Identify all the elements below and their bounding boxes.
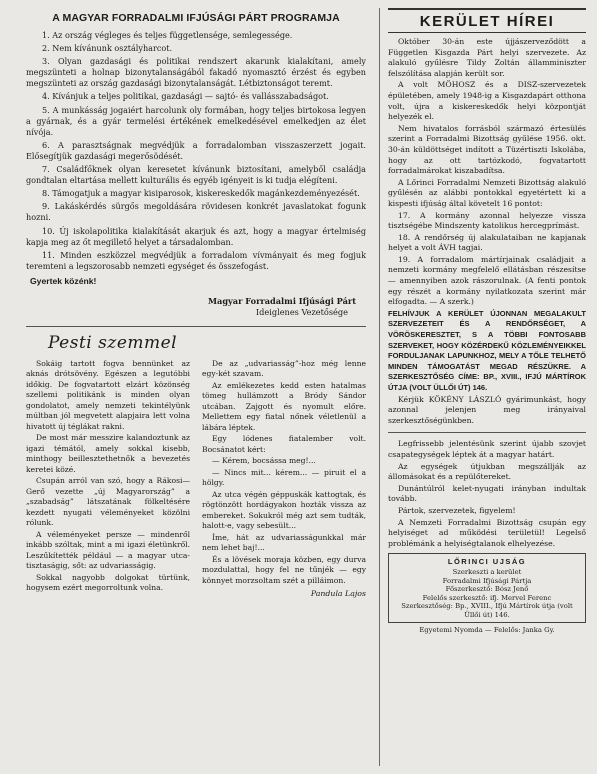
pesti-paragraph: És a lövések moraja közben, egy durva mozdulattal, hogy fel ne tűnjék — egy könnyet morzsoltam szét a pilláimon. [202,554,366,585]
program-title: A MAGYAR FORRADALMI IFJÚSÁGI PÁRT PROGRAMJA [52,12,340,24]
program-item: 9. Lakáskérdés sürgős megoldására rövidesen konkrét javaslatokat fogunk hozni. [26,201,366,223]
pesti-paragraph: Egy lódenes fiatalember volt. Bocsánatot kért: [202,434,366,454]
news-paragraph: A volt MÖHOSZ és a DISZ-szervezetek épületében, amely 1948-ig a Kisgazdapárt otthona volt, újra a kiskereskedők helyi központját helyezék el. [388,80,586,122]
program-item: 4. Kívánjuk a teljes politikai, gazdasági — sajtó- és vallásszabadságot. [42,91,329,102]
program-closing: Gyertek közénk! [30,275,97,286]
pesti-paragraph: De az „udvariasság”-hoz még lenne egy-két szavam. [202,358,366,379]
program-item: 5. A munkásság jogaiért harcolunk oly formában, hogy teljes birtokosa legyen a gyárnak, és a gyár termelési értékének emelkedésével emelkedjen az élet nívója. [26,104,366,137]
program-item: 3. Olyan gazdasági és politikai rendszert akarunk kialakítani, amely megszünteti a holnap bizonytalanságából fakadó nyomasztó érzést és egyben megszünteti az ország gazdasági bizonytalanságát. Létbiztonságot teremt. [26,56,366,89]
news-paragraph: 17. A kormány azonnal helyezze vissza tisztségébe Mindszenty katolikus hercegprímást. [388,210,586,231]
news-paragraph: Október 30-án este újjászerveződött a Független Kisgazda Párt helyi szervezete. Az alakuló gyűlésre Tildy Zoltán államminiszter felszólítása alapján került sor. [388,37,586,78]
pesti-paragraph: Sokáig tartott fogva bennünket az aknás drótsövény. Egészen a legutóbbi időkig. De fogvatartott elzárt közönség szellemi politikánk is minden olyan gondolatot, amely nemzeti tekintélyünk múltban jól megvetett alapjaira lett volna hivatott új téglákat rakni. [26,358,190,431]
imprint-line: Főszerkesztő: Bósz Jenő [445,585,529,594]
left-column [26,8,366,598]
imprint-line: Szerkesztőség: Bp., XVIII., Ifjú Mártírok útja (volt Üllői út) 146. [401,602,573,619]
news-title: KERÜLET HÍREI [388,8,586,33]
news-request: Kérjük KÖKÉNY LÁSZLÓ gyárimunkást, hogy azonnal jelenjen meg irányaival szerkesztőségünkben. [388,394,586,425]
news-paragraph: Az egységek útjukban megszállják az állomásokat és a repülőtereket. [388,461,586,482]
news-paragraph: Legfrissebb jelentésünk szerint újabb szovjet csapategységek léptek át a magyar határt. [388,439,586,459]
news-paragraph: A Nemzeti Forradalmi Bizottság csupán egy helyiséget ad működési területül! Legelső problémánk a helyiségtalanok elhelyezése. [388,517,586,548]
printer-footer: Egyetemi Nyomda — Felelős: Janka Gy. [419,626,555,635]
news-call: FELHÍVJUK A KERÜLET ÚJONNAN MEGALAKULT SZERVEZETEIT ÉS A RENDŐRSÉGET, A VÖRÖSKERESZTET, S A TÖBBI FONTOSABB SZERVEKET, HOGY KÖZÉRDEKŰ KÖZLEMÉNYEIKKEL FORDULJANAK LAPUNKHOZ, MELY A TŐLE TELHETŐ MINDEN TÁMOGATÁST MEGAD RÉSZÜKRE. A SZERKESZTŐSÉG CÍME: BP., XVIII., IFJÚ MÁRTÍROK ÚTJA (VOLT ÜLLŐI ÚT) 146. [388,308,586,392]
imprint-box [388,553,586,623]
news-divider [388,432,586,433]
imprint-line: Szerkeszti a kerület [452,568,522,577]
pesti-paragraph: A véleményeket persze — mindenről inkább szóltak, mint a mi igazi életünkről. Leszűkítették például — a magyar utca-tisztaságig, sőt: az udvariasságig. [26,529,190,571]
right-column [388,8,586,634]
program-item: 10. Új iskolapolitika kialakítását akarjuk és azt, hogy a magyar értelmiség kapja meg az őt megillető helyet a társadalomban. [26,225,366,247]
pesti-col-2 [202,359,366,599]
news-paragraph: Pártok, szervezetek, figyelem! [398,505,516,515]
news-paragraph: 18. A rendőrség új alakulataiban ne kapjanak helyet a volt ÁVH tagjai. [388,232,586,253]
program-item: 7. Családfőknek olyan keresetet kívánunk biztosítani, amelyből családja gondtalan eltartása mellett kulturális és egyéb igényeit is ki tudja elégíteni. [26,164,366,186]
news-paragraph: A Lőrinci Forradalmi Nemzeti Bizottság alakuló gyűlésén az alábbi pontokkal egyetértett ki a kispesti ifjúság által követelt 16 pontot: [388,177,586,208]
pesti-paragraph: Az utca végén géppuskák kattogtak, és rögtönzött hordágyakon hozták vissza az embereket. Sokukról még azt sem tudták, halott-e, vagy sebesült... [202,489,366,531]
pesti-paragraph: Az emlékezetes kedd esten hatalmas tömeg hullámzott a Bródy Sándor utcában. Zajgott és nyomult előre. Mellettem egy fiatal nőnek véletlenül a lábára léptek. [202,380,366,432]
column-divider [379,8,380,766]
pesti-paragraph: De most már messzire kalandoztunk az igazi témától, amely sokkal kisebb, minthogy beillesztethetnők a bevezetés keretei közé. [26,433,190,474]
news-paragraph: Nem hivatalos forrásból származó értesülés szerint a Forradalmi Bizottság gyűlése 1956. okt. 30-án küldöttséget indított a Tüzértiszti Iskolába, hogy az ott tartózkodó, fogvatartott forradalmárokat kiszabadítsa. [388,123,586,176]
pesti-paragraph: — Nincs mit... kérem... — piruit el a hölgy. [202,467,366,488]
news-paragraph: 19. A forradalom mártírjainak családjait a nemzeti kormány megfelelő ellátásban részesítse — amennyiben azok rászorulnak. (A fenti pontok egy részét a kormány nyilatkozata szerint már elfogadta. — A szerk.) [388,254,586,307]
pesti-paragraph: Sokkal nagyobb dolgokat türtünk, hogysem ezért megorroltunk volna. [26,572,190,593]
program-signature-sub: Ideiglenes Vezetősége [255,306,348,317]
program-item: 1. Az ország végleges és teljes függetlensége, semlegessége. [42,30,293,40]
program-item: 8. Támogatjuk a magyar kisiparosok, kiskereskedők magánkezdeményezését. [42,188,360,199]
program-list [26,30,366,272]
imprint-line: Forradalmi Ifjúsági Pártja [442,576,532,585]
program-item: 6. A parasztságnak megvédjük a forradalomban visszaszerzett jogait. Elősegítjük gazdasági megerősödését. [26,139,366,161]
pesti-paragraph: Íme, hát az udvariasságunkkal már nem lehet baj!... [202,532,366,553]
pesti-paragraph: Csupán arról van szó, hogy a Rákosi—Gerő vezette „új Magyarország” a „szabadság” látszatának fölkeltésére kezdett nyugati véleményeket közölni rólunk. [26,476,190,528]
news-paragraph: Dunántúlról kelet-nyugati irányban indultak tovább. [388,483,586,504]
program-signature-org: Magyar Forradalmi Ifjúsági Párt [207,295,356,306]
imprint-line: Felelős szerkesztő: ifj. Mervel Ferenc [422,593,552,602]
program-item: 2. Nem kívánunk osztályharcot. [42,43,173,54]
program-item: 11. Minden eszközzel megvédjük a forradalom vívmányait és meg fogjuk teremteni a legszorosabb nemzeti egységet és összefogást. [26,249,366,271]
pesti-author: Pandula Lajos [310,589,366,599]
pesti-col-1 [26,359,190,599]
section-divider [26,326,366,327]
pesti-columns [26,359,366,599]
pesti-title: Pesti szemmel [48,332,178,353]
imprint-title: LŐRINCI UJSÁG [447,557,527,567]
pesti-paragraph: — Kérem, bocsássa meg!... [212,456,316,466]
